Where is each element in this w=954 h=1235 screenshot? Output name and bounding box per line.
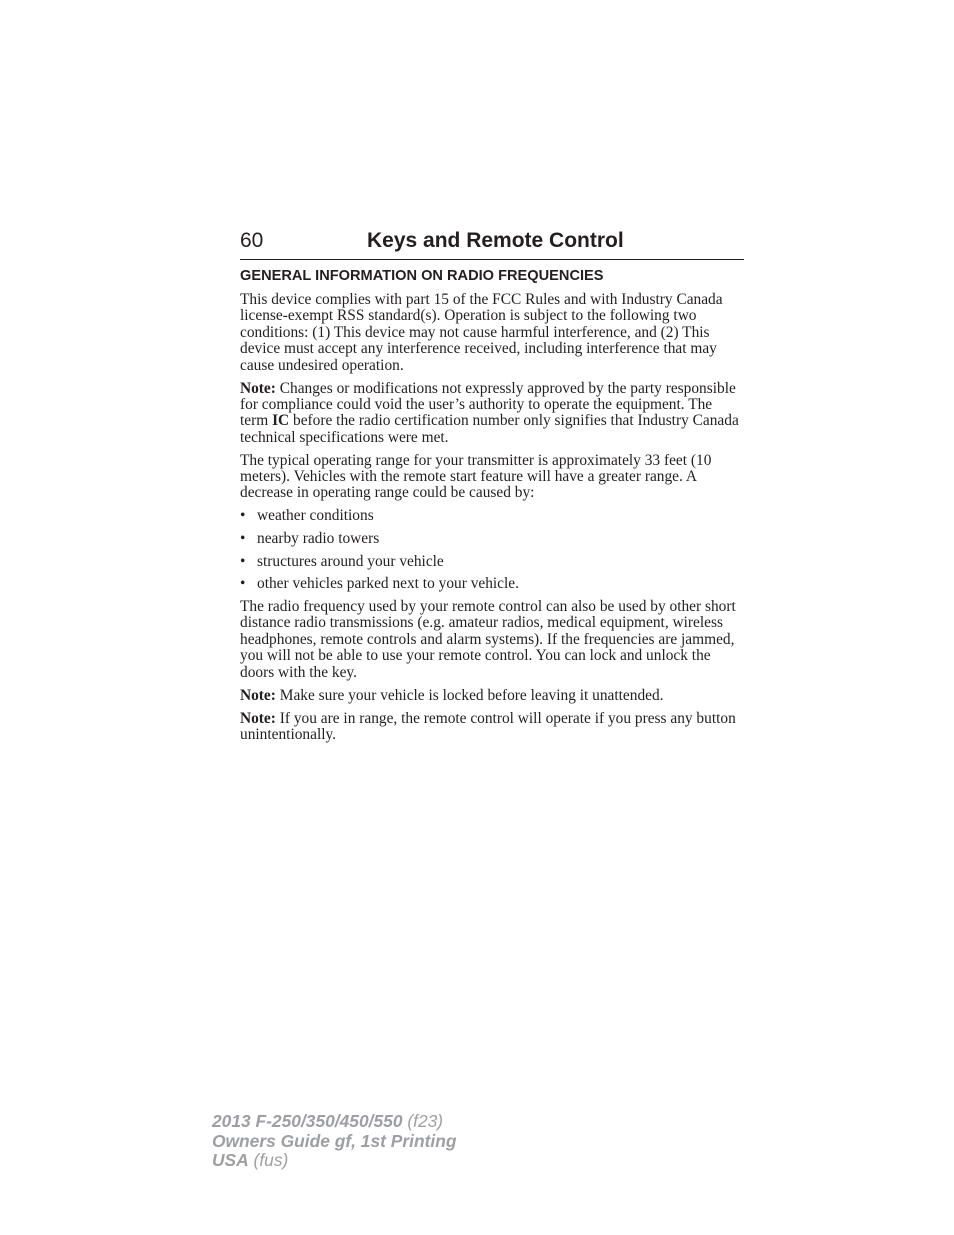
footer-market-code: (fus) [248, 1150, 289, 1170]
page-title: Keys and Remote Control [367, 229, 624, 252]
note-modifications [240, 381, 744, 447]
note-text: Changes or modifications not expressly approved by the party responsible for compliance could void the user’s authority to operate the equipment. The term [240, 379, 736, 430]
list-item-text: weather conditions [257, 507, 374, 525]
footer-model-code: (f23) [402, 1111, 444, 1131]
radio-frequency-paragraph: The radio frequency used by your remote control can also be used by other short distance radio transmissions (e.g. amateur radios, medical equipment, wireless headphones, remote controls and alarm systems). If the frequencies are jammed, you will not be able to use your remote control. You can lock and unlock the doors with the key. [240, 598, 736, 681]
footer-guide: Owners Guide gf, 1st Printing [212, 1130, 457, 1151]
note-label: Note: [240, 686, 276, 704]
section-heading: GENERAL INFORMATION ON RADIO FREQUENCIES [240, 268, 604, 284]
note-label: Note: [240, 709, 276, 727]
list-item [240, 554, 744, 570]
footer-model: 2013 F-250/350/450/550 [212, 1111, 403, 1131]
footer-line-model [212, 1112, 632, 1132]
footer-line-guide [212, 1132, 632, 1152]
note-locked [240, 688, 744, 704]
list-item-text: nearby radio towers [257, 529, 380, 547]
note-term: IC [272, 412, 290, 430]
footer-line-market [212, 1151, 632, 1171]
page-content [240, 267, 744, 750]
list-item [240, 576, 744, 592]
note-text: before the radio certification number only signifies that Industry Canada technical specifications were met. [240, 412, 739, 446]
list-item-text: other vehicles parked next to your vehicle. [257, 575, 519, 593]
footer-market: USA [212, 1150, 249, 1170]
operating-range-paragraph: The typical operating range for your transmitter is approximately 33 feet (10 meters). Vehicles with the remote start feature will have a greater range. A decrease in operating range could be caused by: [240, 451, 712, 502]
note-text: If you are in range, the remote control will operate if you press any button unintentionally. [240, 709, 736, 743]
bullet-icon: • [240, 552, 246, 570]
page-header [240, 228, 744, 260]
note-text: Make sure your vehicle is locked before leaving it unattended. [275, 686, 664, 704]
fcc-compliance-paragraph: This device complies with part 15 of the FCC Rules and with Industry Canada license-exempt RSS standard(s). Operation is subject to the following two conditions: (1) This device may not cause harmful interference, and (2) This device must accept any interference received, including interference that may cause undesired operation. [240, 291, 723, 374]
list-item [240, 508, 744, 524]
list-item [240, 531, 744, 547]
note-label: Note: [240, 379, 276, 397]
range-factors-list [240, 508, 744, 592]
bullet-icon: • [240, 575, 246, 593]
bullet-icon: • [240, 529, 246, 547]
note-in-range [240, 711, 744, 744]
bullet-icon: • [240, 507, 246, 525]
page-footer [212, 1112, 632, 1171]
list-item-text: structures around your vehicle [257, 552, 444, 570]
page-number: 60 [240, 229, 264, 252]
